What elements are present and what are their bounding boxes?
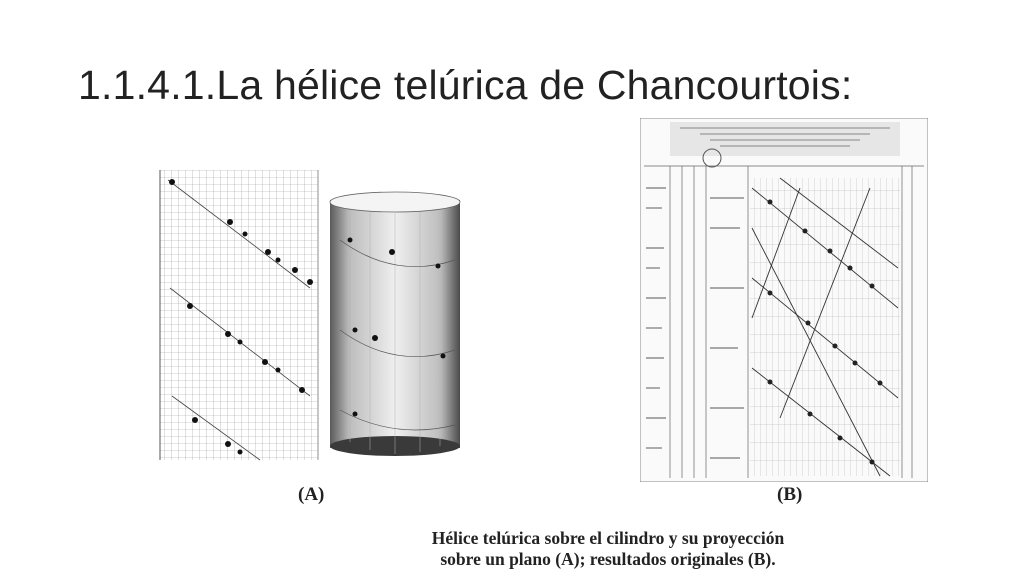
slide-title: 1.1.4.1.La hélice telúrica de Chancourtois: bbox=[78, 62, 853, 108]
caption-line-1: Hélice telúrica sobre el cilindro y su proyección bbox=[431, 528, 785, 548]
figure-b-label: (B) bbox=[777, 484, 803, 505]
figure-caption bbox=[348, 528, 868, 570]
figure-a-helix-projection bbox=[150, 170, 468, 470]
grid-plane bbox=[160, 170, 318, 460]
figure-a-label: (A) bbox=[298, 484, 325, 505]
caption-line-2: sobre un plano (A); resultados originales (B). bbox=[440, 549, 776, 569]
cylinder bbox=[330, 192, 460, 456]
figure-b-original-chart bbox=[640, 118, 928, 482]
